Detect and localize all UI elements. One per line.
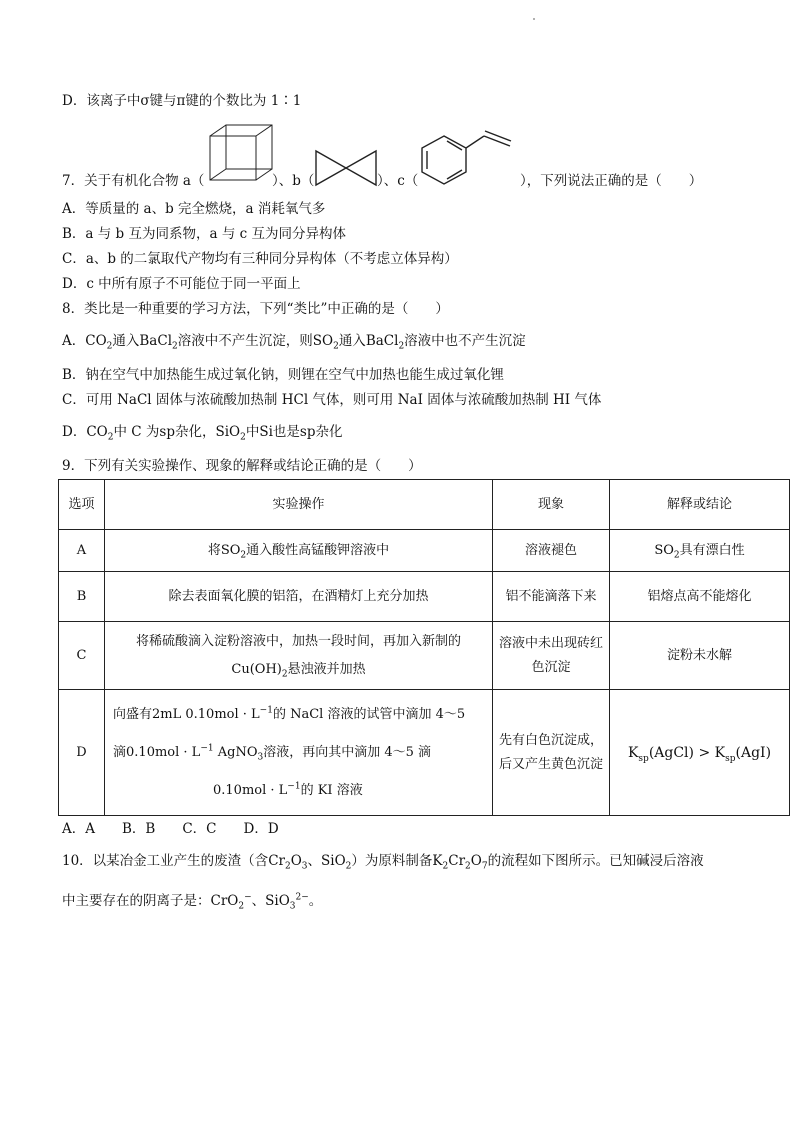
row-a-operation: 将$SO_2$通入酸性高锰酸钾溶液中 [105,530,493,572]
row-b-conclusion: 铝熔点高不能熔化 [610,572,790,622]
q8-stem: 8．类比是一种重要的学习方法，下列“类比”中正确的是（ ） [62,301,449,317]
q7-stem-a: 7．关于有机化合物 a（ [62,173,205,189]
row-b-label: B [59,572,105,622]
q10-line-2: 中主要存在的阴离子是：CrO$_2$−、SiO$_3^{2-}$。 [62,892,323,912]
q8-option-c: C．可用 NaCl 固体与浓硫酸加热制 HCl 气体，则可用 NaI 固体与浓硫酸加热制 HI 气体 [62,392,602,408]
row-c-phenomenon: 溶液中未出现砖红色沉淀 [493,622,610,690]
table-row [59,530,790,572]
row-a-phenomenon: 溶液褪色 [493,530,610,572]
q9-stem: 9．下列有关实验操作、现象的解释或结论正确的是（ ） [62,458,422,474]
q7-stem-end: ），下列说法正确的是（ ） [520,173,703,189]
row-d-operation: 向盛有2mL $0.10mol \cdot L^{-1}$的 NaCl 溶液的试管中滴加 4～5 滴$0.10mol \cdot L^{-1}$ AgNO$_3$溶液，再向其中滴加 4～5 滴 $0.10mol \cdot L^{-1}$的 KI 溶液 [105,690,493,816]
row-c-operation: 将稀硫酸滴入淀粉溶液中，加热一段时间，再加入新制的 $Cu(OH)_2$悬浊液并加热 [105,622,493,690]
header-conclusion: 解释或结论 [610,480,790,530]
experiment-table [58,479,790,816]
cube-icon [208,122,276,184]
q10-line-1: 10．以某冶金工业产生的废渣（含$Cr_2O_3$、SiO$_2$）为原料制备$K_2Cr_2O_7$的流程如下图所示。已知碱浸后溶液 [62,853,704,872]
row-c-label: C [59,622,105,690]
scan-dot [533,18,535,20]
table-header-row [59,480,790,530]
header-operation: 实验操作 [105,480,493,530]
table-row [59,622,790,690]
row-c-conclusion: 淀粉未水解 [610,622,790,690]
row-d-phenomenon: 先有白色沉淀成，后又产生黄色沉淀 [493,690,610,816]
row-d-conclusion: $K_{sp}(AgCl) > K_{sp}(AgI)$ [610,690,790,816]
table-row [59,572,790,622]
q7-stem-c: ）、c（ [377,173,419,189]
q7-option-b: B．a 与 b 互为同系物，a 与 c 互为同分异构体 [62,226,346,242]
q7-option-d: D．c 中所有原子不可能位于同一平面上 [62,276,301,292]
header-phenomenon: 现象 [493,480,610,530]
q9-answer-options: A．A B．B C．C D．D [62,821,279,837]
row-a-conclusion: $SO_2$具有漂白性 [610,530,790,572]
q7-option-a: A．等质量的 a、b 完全燃烧，a 消耗氧气多 [62,201,326,217]
styrene-icon [414,124,524,190]
q7-option-c: C．a、b 的二氯取代产物均有三种同分异构体（不考虑立体异构） [62,251,458,267]
row-a-label: A [59,530,105,572]
spiro-bicyclopropane-icon [312,148,380,188]
q6-option-d: D．该离子中σ键与π键的个数比为 1∶1 [62,93,302,109]
q8-option-a: A．$CO_2$通入BaCl$_2$溶液中不产生沉淀，则$SO_2$通入BaCl$_2$溶液中也不产生沉淀 [62,333,526,352]
table-row [59,690,790,816]
row-d-label: D [59,690,105,816]
row-b-operation: 除去表面氧化膜的铝箔，在酒精灯上充分加热 [105,572,493,622]
q7-stem-b: ）、b（ [272,173,315,189]
header-option: 选项 [59,480,105,530]
row-b-phenomenon: 铝不能滴落下来 [493,572,610,622]
q8-option-d: D．$CO_2$中 C 为sp杂化，SiO$_2$中Si也是sp杂化 [62,424,343,443]
q8-option-b: B．钠在空气中加热能生成过氧化钠，则锂在空气中加热也能生成过氧化锂 [62,367,504,383]
